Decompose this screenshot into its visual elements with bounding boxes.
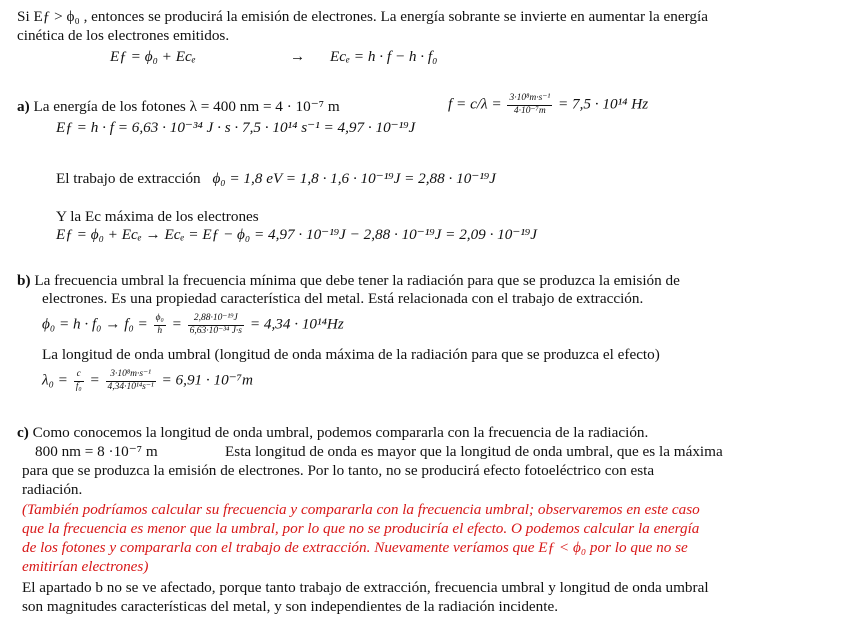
eq1-f2-num: 2,88·10⁻¹⁹J bbox=[188, 314, 244, 326]
part-c-line-4: radiación. bbox=[22, 481, 83, 498]
part-a-frequency-equation bbox=[448, 94, 648, 116]
eq2-result: = 6,91 · 10⁻⁷m bbox=[161, 371, 253, 389]
work-equation: ϕ₀ = 1,8 eV = 1,8 · 1,6 · 10⁻¹⁹J = 2,88 · 10⁻¹⁹J bbox=[212, 170, 496, 187]
eq1-f1-den: h bbox=[157, 325, 163, 336]
part-b-line-2: electrones. Es una propiedad característica del metal. Está relacionada con el trabajo de extracción. bbox=[42, 290, 644, 307]
freq-c-over-lambda: c/λ = bbox=[470, 95, 502, 113]
eq2-f1-num: c bbox=[74, 370, 84, 382]
part-c-line-1 bbox=[17, 424, 648, 442]
freq-fraction-den: 4·10⁻⁷m bbox=[513, 105, 546, 116]
part-b-threshold-frequency-equation: ϕ₀ = h · f₀ → f₀ = $\frac{\text{ϕ₀}}{h}$ = $\frac{\text{2,88·10⁻¹⁹J}}{\text{6,63·10⁻³⁴ J·s}}$ = 4,34 · 10¹⁴Hz bbox=[42, 313, 344, 336]
part-a-intro bbox=[17, 98, 340, 116]
eq2-f2-num: 3·10⁸m·s⁻¹ bbox=[106, 370, 156, 382]
freq-fraction-num: 3·10⁸m·s⁻¹ bbox=[507, 94, 552, 106]
eq1-f2-den: 6,63·10⁻³⁴ J·s bbox=[189, 325, 243, 336]
part-c-line-3: para que se produzca la emisión de electrones. Por lo tanto, no se producirá efecto fotoeléctrico con esta bbox=[22, 462, 655, 479]
intro-arrow: → bbox=[290, 48, 306, 65]
eq1-f1-num: ϕ₀ bbox=[154, 314, 166, 326]
note-red-line-1: (También podríamos calcular su frecuencia y compararla con la frecuencia umbral; observaremos en este caso bbox=[22, 501, 700, 518]
conclusion-line-2: son magnitudes características del metal, y son independientes de la radiación incidente. bbox=[22, 598, 559, 615]
conclusion-line-1: El apartado b no se ve afectado, porque tanto trabajo de extracción, frecuencia umbral y longitud de onda umbral bbox=[22, 579, 709, 596]
intro-equation-right: Ecₑ = h · f − h · f₀ bbox=[330, 48, 438, 65]
intro-line-2: cinética de los electrones emitidos. bbox=[17, 27, 230, 44]
part-a-label: a) bbox=[17, 98, 30, 115]
part-a-ec-equation: Eƒ = ϕ₀ + Ecₑ → Ecₑ = Eƒ − ϕ₀ = 4,97 · 10⁻¹⁹J − 2,88 · 10⁻¹⁹J = 2,09 · 10⁻¹⁹J bbox=[56, 226, 537, 243]
note-red-line-2: que la frecuencia es menor que la umbral, por lo que no se produciría el efecto. O podemos calcular la energía bbox=[22, 520, 700, 537]
eq1-lhs: ϕ₀ = h · f₀ → f₀ = bbox=[42, 315, 148, 333]
note-red-line-3: de los fotones y compararla con el trabajo de extracción. Nuevamente veríamos que Eƒ < ϕ₀ por lo que no se bbox=[22, 539, 688, 556]
eq1-fraction-2 bbox=[188, 314, 244, 336]
part-c-label: c) bbox=[17, 424, 29, 441]
eq2-f2-den: 4,34·10¹⁴s⁻¹ bbox=[107, 381, 154, 392]
work-text: El trabajo de extracción bbox=[56, 170, 201, 187]
part-b-line-1 bbox=[17, 272, 680, 290]
freq-lhs: f = bbox=[448, 95, 467, 113]
part-a-ec-text: Y la Ec máxima de los electrones bbox=[56, 208, 259, 225]
part-a-photon-text: La energía de los fotones λ = 400 nm = 4 · 10⁻⁷ m bbox=[33, 98, 340, 115]
intro-equation-left: Eƒ = ϕ₀ + Ecₑ bbox=[110, 48, 196, 65]
note-red-line-4: emitirían electrones) bbox=[22, 558, 149, 575]
eq2-fraction-2 bbox=[106, 370, 156, 392]
part-c-text-1: Como conocemos la longitud de onda umbral, podemos compararla con la frecuencia de la radiación. bbox=[32, 424, 649, 441]
part-b-threshold-wavelength-equation: λ₀ = $\frac{c}{\text{f₀}}$ = $\frac{\text{3·10⁸m·s⁻¹}}{\text{4,34·10¹⁴s⁻¹}}$ = 6,91 · 10⁻⁷m bbox=[42, 369, 253, 392]
eq2-fraction-1 bbox=[74, 370, 84, 392]
intro-line-1: Si Eƒ > ϕ₀ , entonces se producirá la emisión de electrones. La energía sobrante se invierte en aumentar la energía bbox=[17, 8, 708, 25]
part-a-energy-equation: Eƒ = h · f = 6,63 · 10⁻³⁴ J · s · 7,5 · 10¹⁴ s⁻¹ = 4,97 · 10⁻¹⁹J bbox=[56, 119, 416, 136]
eq2-f1-den: f₀ bbox=[75, 381, 82, 392]
part-b-label: b) bbox=[17, 272, 31, 289]
part-c-line-2b: Esta longitud de onda es mayor que la longitud de onda umbral, que es la máxima bbox=[225, 443, 723, 460]
part-b-text-1: La frecuencia umbral la frecuencia mínima que debe tener la radiación para que se produzca la emisión de bbox=[34, 272, 680, 289]
part-b-line-3: La longitud de onda umbral (longitud de onda máxima de la radiación para que se produzca el efecto) bbox=[42, 346, 660, 363]
freq-fraction bbox=[507, 94, 552, 116]
freq-result: = 7,5 · 10¹⁴ Hz bbox=[557, 95, 649, 113]
eq1-fraction-1 bbox=[154, 314, 166, 336]
part-c-line-2a: 800 nm = 8 ·10⁻⁷ m bbox=[35, 443, 158, 460]
eq1-result: = 4,34 · 10¹⁴Hz bbox=[249, 315, 344, 333]
part-a-work-line bbox=[56, 170, 496, 188]
eq2-lhs: λ₀ = bbox=[42, 371, 68, 389]
